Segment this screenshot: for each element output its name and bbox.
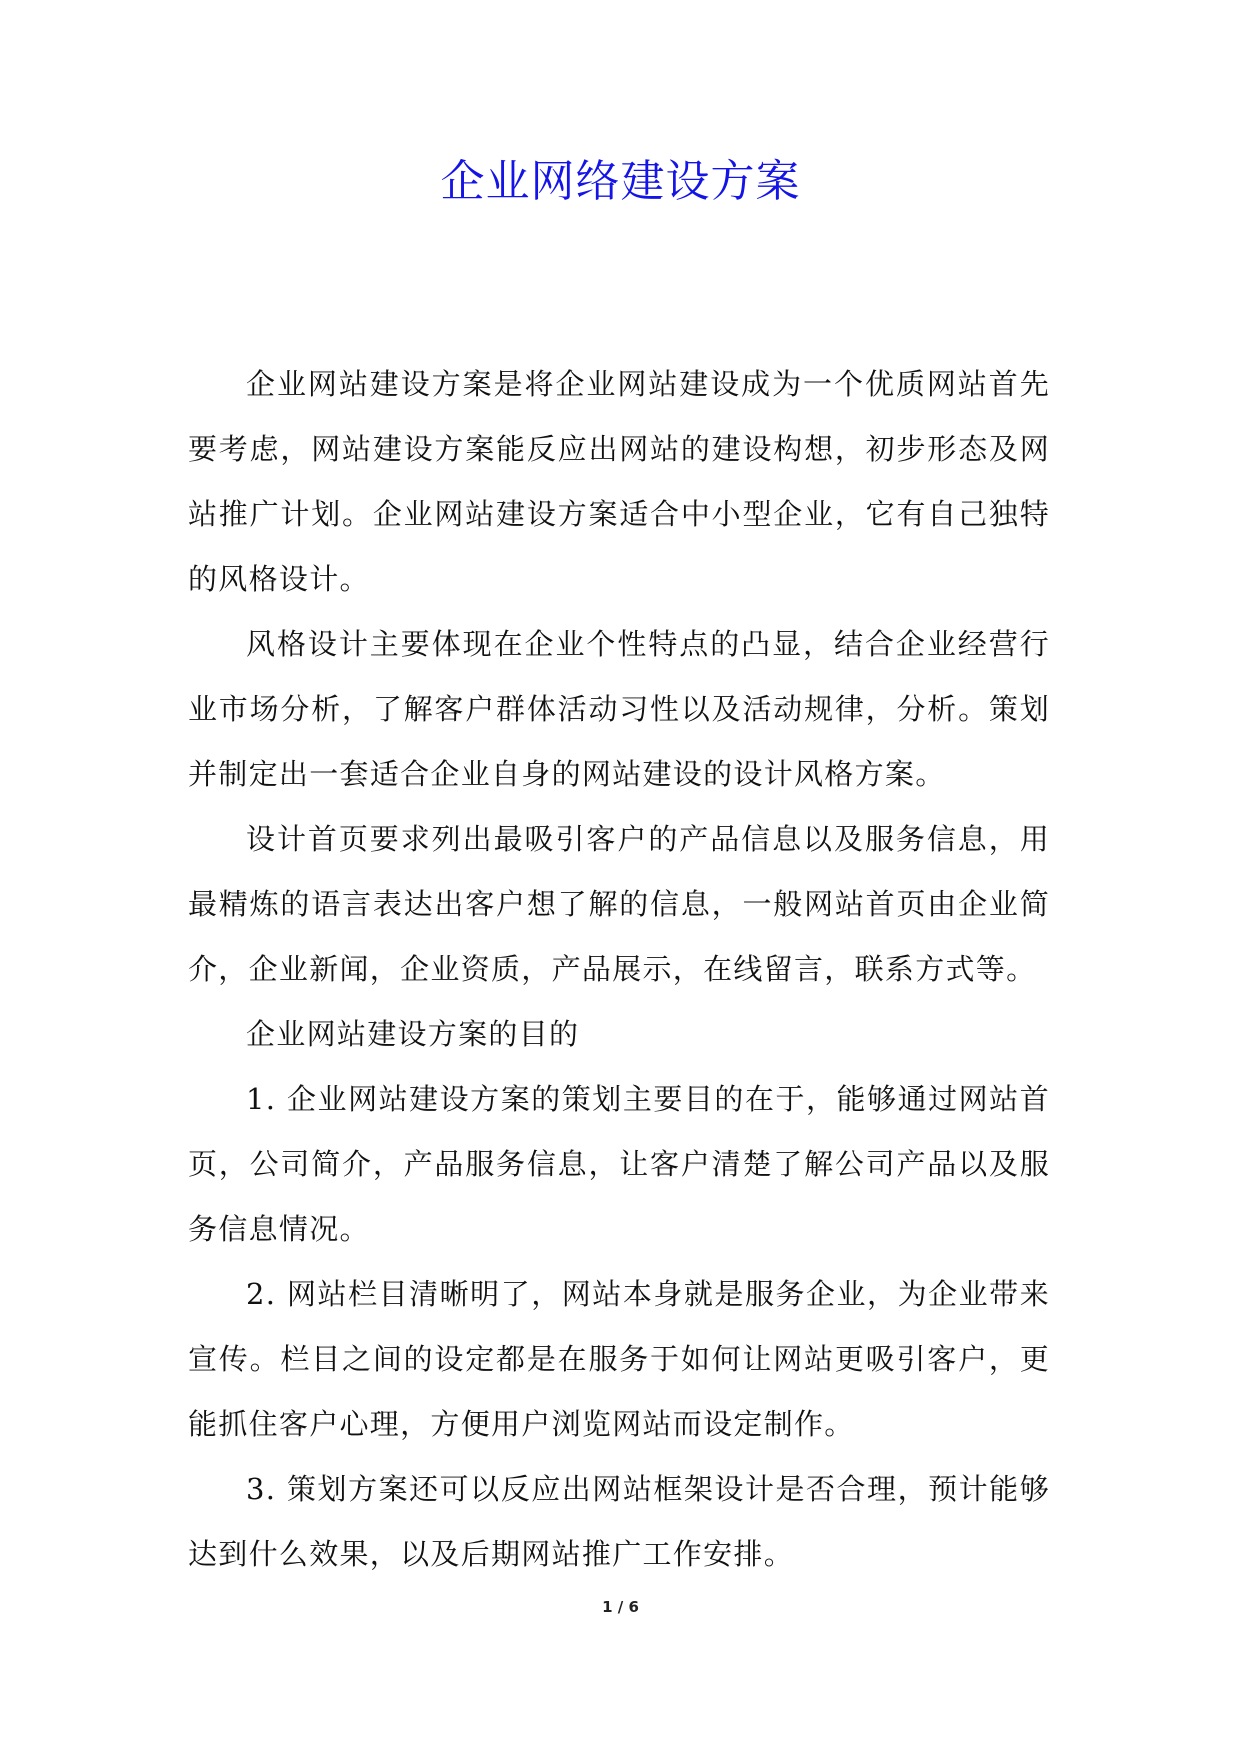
paragraph-homepage-design: 设计首页要求列出最吸引客户的产品信息以及服务信息，用最精炼的语言表达出客户想了解的信息，一般网站首页由企业简介，企业新闻，企业资质，产品展示，在线留言，联系方式等。 (188, 822, 1050, 986)
page-number: 1 / 6 (602, 1598, 639, 1616)
list-item-1: 1. 企业网站建设方案的策划主要目的在于，能够通过网站首页，公司简介，产品服务信息，让客户清楚了解公司产品以及服务信息情况。 (188, 1082, 1050, 1246)
document-body (188, 352, 1050, 1587)
document-title: 企业网络建设方案 (440, 156, 801, 207)
paragraph-intro: 企业网站建设方案是将企业网站建设成为一个优质网站首先要考虑，网站建设方案能反应出网站的建设构想，初步形态及网站推广计划。企业网站建设方案适合中小型企业，它有自己独特的风格设计。 (188, 367, 1050, 596)
list-item-3: 3. 策划方案还可以反应出网站框架设计是否合理，预计能够达到什么效果，以及后期网站推广工作安排。 (188, 1472, 1050, 1571)
list-item-2: 2. 网站栏目清晰明了，网站本身就是服务企业，为企业带来宣传。栏目之间的设定都是在服务于如何让网站更吸引客户，更能抓住客户心理，方便用户浏览网站而设定制作。 (188, 1277, 1050, 1441)
paragraph-style-design: 风格设计主要体现在企业个性特点的凸显，结合企业经营行业市场分析，了解客户群体活动习性以及活动规律，分析。策划并制定出一套适合企业自身的网站建设的设计风格方案。 (188, 627, 1050, 791)
section-heading-purpose: 企业网站建设方案的目的 (246, 1017, 580, 1051)
